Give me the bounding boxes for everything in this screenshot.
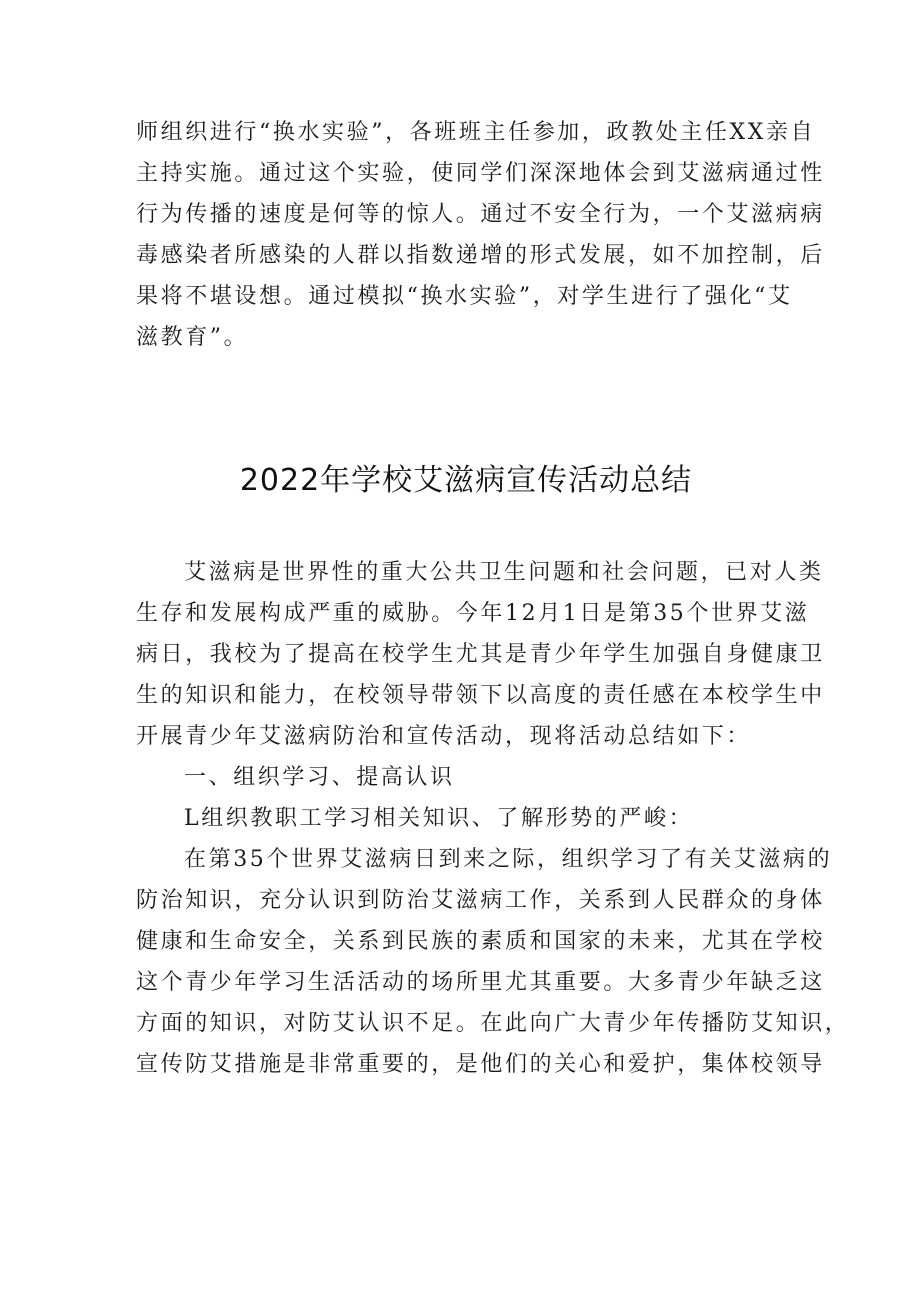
text-line: 滋教育”。 (136, 325, 249, 350)
text-line: 艾滋病是世界性的重大公共卫生问题和社会问题，已对人类 (184, 560, 824, 585)
text-line: 生的知识和能力，在校领导带领下以高度的责任感在本校学生中 (136, 683, 825, 708)
text-line: 生存和发展构成严重的威胁。今年12月1日是第35个世界艾滋 (136, 601, 810, 626)
text-line: 毒感染者所感染的人群以指数递增的形式发展，如不加控制，后 (136, 243, 825, 268)
text-line: 在第35个世界艾滋病日到来之际，组织学习了有关艾滋病的 (184, 847, 833, 872)
body-content (136, 552, 850, 1085)
text-line: 开展青少年艾滋病防治和宣传活动，现将活动总结如下： (136, 724, 752, 749)
text-line: 果将不堪设想。通过模拟“换水实验”，对学生进行了强化“艾 (136, 284, 793, 309)
document-title: 2022年学校艾滋病宣传活动总结 (239, 463, 693, 498)
section-heading: 一、组织学习、提高认识 (184, 765, 455, 790)
text-line: 行为传播的速度是何等的惊人。通过不安全行为，一个艾滋病病 (136, 202, 825, 227)
text-line: 这个青少年学习生活活动的场所里尤其重要。大多青少年缺乏这 (136, 970, 825, 995)
text-line: 方面的知识，对防艾认识不足。在此向广大青少年传播防艾知识， (136, 1011, 850, 1036)
subsection-heading: L组织教职工学习相关知识、了解形势的严峻： (184, 806, 694, 831)
text-line: 病日，我校为了提高在校学生尤其是青少年学生加强自身健康卫 (136, 642, 825, 667)
title-block (136, 455, 796, 499)
intro-paragraph (136, 112, 825, 358)
text-line: 主持实施。通过这个实验，使同学们深深地体会到艾滋病通过性 (136, 161, 825, 186)
text-line: 防治知识，充分认识到防治艾滋病工作，关系到人民群众的身体 (136, 888, 825, 913)
section-paragraph (136, 839, 850, 1085)
text-line: 师组织进行“换水实验”，各班班主任参加，政教处主任XX亲自 (136, 120, 816, 145)
text-line: 宣传防艾措施是非常重要的，是他们的关心和爱护，集体校领导 (136, 1052, 825, 1077)
text-line: 健康和生命安全，关系到民族的素质和国家的未来，尤其在学校 (136, 929, 825, 954)
opening-paragraph (136, 552, 825, 757)
